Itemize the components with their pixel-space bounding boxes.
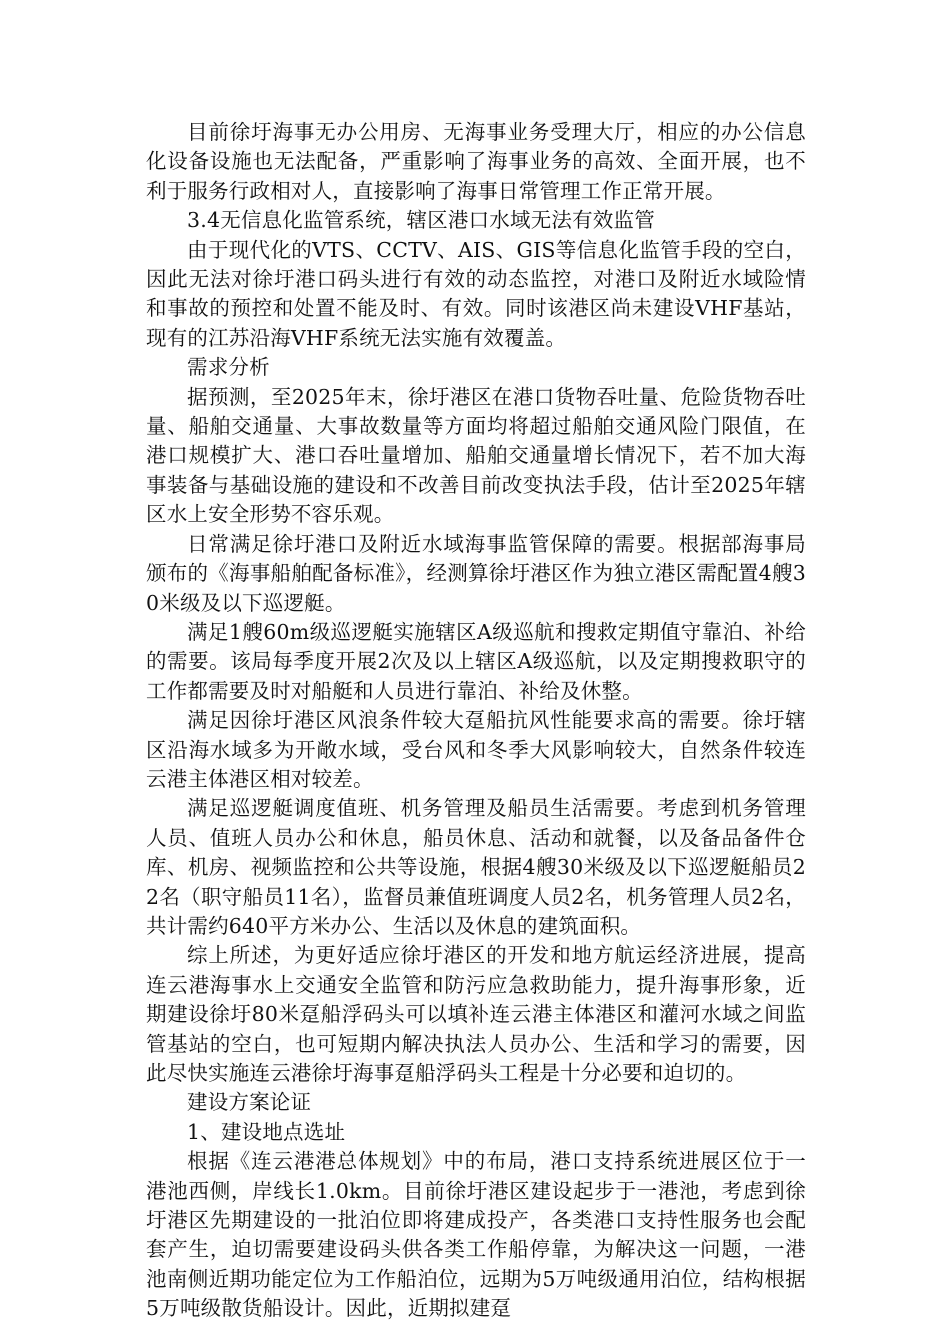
paragraph-summary: 综上所述，为更好适应徐圩港区的开发和地方航运经济进展，提高连云港海事水上交通安全监管和防污应急救助能力，提升海事形象，近期建设徐圩80米趸船浮码头可以填补连云港主体港区和灌河水域之间监管基站的空白，也可短期内解决执法人员办公、生活和学习的需要，因此尽快实施连云港徐圩海事趸船浮码头工程是十分必要和迫切的。 [146,943,806,1085]
paragraph-forecast: 据预测，至2025年末，徐圩港区在港口货物吞吐量、危险货物吞吐量、船舶交通量、大事故数量等方面均将超过船舶交通风险门限值，在港口规模扩大、港口吞吐量增加、船舶交通量增长情况下，若不加大海事装备与基础设施的建设和不改善目前改变执法手段，估计至2025年辖区水上安全形势不容乐观。 [146,384,806,527]
document-page [146,118,806,1324]
heading-demand-analysis: 需求分析 [187,355,270,380]
paragraph-daily-needs: 日常满足徐圩港口及附近水域海事监管保障的需要。根据部海事局颁布的《海事船舶配备标准》，经测算徐圩港区作为独立港区需配置4艘30米级及以下巡逻艇。 [146,531,806,615]
paragraph-wind-wave: 满足因徐圩港区风浪条件较大趸船抗风性能要求高的需要。徐圩辖区沿海水域多为开敞水域，受台风和冬季大风影响较大，自然条件较连云港主体港区相对较差。 [146,708,806,791]
heading-site-selection: 1、建设地点选址 [187,1119,346,1144]
paragraph-monitoring-gap: 由于现代化的VTS、CCTV、AIS、GIS等信息化监管手段的空白，因此无法对徐圩港口码头进行有效的动态监控，对港口及附近水域险情和事故的预控和处置不能及时、有效。同时该港区尚未建设VHF基站，现有的江苏沿海VHF系统无法实施有效覆盖。 [146,237,806,350]
paragraph-office-situation: 目前徐圩海事无办公用房、无海事业务受理大厅，相应的办公信息化设备设施也无法配备，严重影响了海事业务的高效、全面开展，也不利于服务行政相对人，直接影响了海事日常管理工作正常开展。 [146,120,806,203]
paragraph-patrol-vessel: 满足1艘60m级巡逻艇实施辖区A级巡航和搜救定期值守靠泊、补给的需要。该局每季度开展2次及以上辖区A级巡航，以及定期搜救职守的工作都需要及时对船艇和人员进行靠泊、补给及休整。 [146,619,806,703]
heading-3-4-monitoring: 3.4无信息化监管系统，辖区港口水域无法有效监管 [187,208,655,233]
paragraph-staffing: 满足巡逻艇调度值班、机务管理及船员生活需要。考虑到机务管理人员、值班人员办公和休息，船员休息、活动和就餐，以及备品备件仓库、机房、视频监控和公共等设施，根据4艘30米级及以下巡逻艇船员22名（职守船员11名），监督员兼值班调度人员2名，机务管理人员2名，共计需约640平方米办公、生活以及休息的建筑面积。 [146,796,806,938]
heading-construction-plan: 建设方案论证 [187,1090,312,1115]
paragraph-site-detail: 根据《连云港港总体规划》中的布局，港口支持系统进展区位于一港池西侧，岸线长1.0km。目前徐圩港区建设起步于一港池，考虑到徐圩港区先期建设的一批泊位即将建成投产，各类港口支持性服务也会配套产生，迫切需要建设码头供各类工作船停靠，为解决这一问题，一港池南侧近期功能定位为工作船泊位，远期为5万吨级通用泊位，结构根据5万吨级散货船设计。因此，近期拟建趸 [146,1149,806,1321]
